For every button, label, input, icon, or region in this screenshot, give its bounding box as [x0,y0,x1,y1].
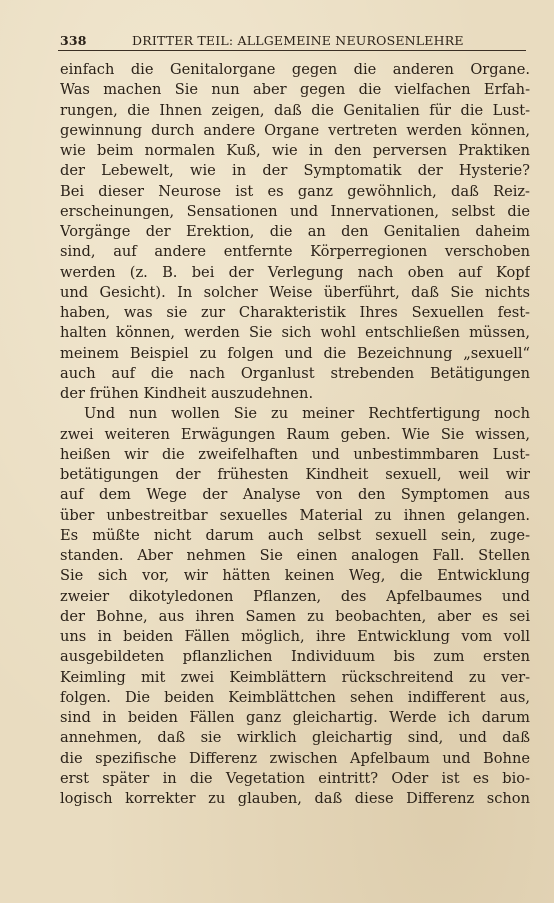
text-line: uns in beiden Fällen möglich, ihre Entwicklung vom voll [60,628,530,645]
text-line: gewinnung durch andere Organe vertreten werden können, [60,121,530,139]
text-line: logisch korrekter zu glauben, daß diese Differenz schon [60,790,530,807]
text-line: Und nun wollen Sie zu meiner Rechtfertigung noch [84,405,530,423]
running-head: DRITTER TEIL: ALLGEMEINE NEUROSENLEHRE [132,33,464,48]
text-line: die spezifische Differenz zwischen Apfelbaum und Bohne [60,749,530,767]
text-line: der Lebewelt, wie in der Symptomatik der Hysterie? [60,162,530,180]
text-line: der Bohne, aus ihren Samen zu beobachten, aber es sei [60,607,530,625]
text-line: zweier dikotyledonen Pflanzen, des Apfelbaumes und [60,587,530,605]
text-line: Es müßte nicht darum auch selbst sexuell sein, zuge- [60,526,530,544]
text-line: haben, was sie zur Charakteristik Ihres Sexuellen fest- [60,304,530,321]
text-line: erscheinungen, Sensationen und Innervationen, selbst die [60,202,530,220]
text-line: einfach die Genitalorgane gegen die anderen Organe. [60,61,530,78]
text-line: und Gesicht). In solcher Weise überführt, daß Sie nichts [60,283,530,301]
paragraph [60,404,530,809]
text-line: werden (z. B. bei der Verlegung nach oben auf Kopf [60,263,530,281]
text-line: folgen. Die beiden Keimblättchen sehen indifferent aus, [60,688,530,706]
text-line: auf dem Wege der Analyse von den Symptomen aus [60,486,530,504]
header-rule [58,50,526,51]
text-line: rungen, die Ihnen zeigen, daß die Genitalien für die Lust- [60,101,530,119]
text-line: Was machen Sie nun aber gegen die vielfachen Erfah- [60,81,530,99]
text-line: standen. Aber nehmen Sie einen analogen Fall. Stellen [60,547,530,564]
body-text [60,60,530,809]
page-number: 338 [60,33,87,48]
text-line: meinem Beispiel zu folgen und die Bezeichnung „sexuell“ [60,344,530,362]
text-line: der frühen Kindheit auszudehnen. [60,385,314,402]
text-line: zwei weiteren Erwägungen Raum geben. Wie Sie wissen, [60,425,530,443]
text-line: heißen wir die zweifelhaften und unbestimmbaren Lust- [60,445,530,463]
text-line: Sie sich vor, wir hätten keinen Weg, die Entwicklung [60,567,530,585]
text-line: annehmen, daß sie wirklich gleichartig sind, und daß [60,729,530,747]
text-line: Bei dieser Neurose ist es ganz gewöhnlich, daß Reiz- [60,182,530,200]
text-line: halten können, werden Sie sich wohl entschließen müssen, [60,324,530,342]
text-line: Keimling mit zwei Keimblättern rückschreitend zu ver- [60,668,530,686]
text-line: auch auf die nach Organlust strebenden Betätigungen [60,364,530,382]
paragraph [60,60,530,404]
text-line: sind in beiden Fällen ganz gleichartig. Werde ich darum [60,709,530,726]
text-line: wie beim normalen Kuß, wie in den perversen Praktiken [60,142,530,159]
text-line: ausgebildeten pflanzlichen Individuum bis zum ersten [60,648,530,666]
text-line: betätigungen der frühesten Kindheit sexuell, weil wir [60,466,530,483]
text-line: erst später in die Vegetation eintritt? Oder ist es bio- [60,769,530,787]
text-line: sind, auf andere entfernte Körperregionen verschoben [60,243,530,261]
text-line: Vorgänge der Erektion, die an den Genitalien daheim [60,223,530,240]
text-line: über unbestreitbar sexuelles Material zu ihnen gelangen. [60,506,530,524]
